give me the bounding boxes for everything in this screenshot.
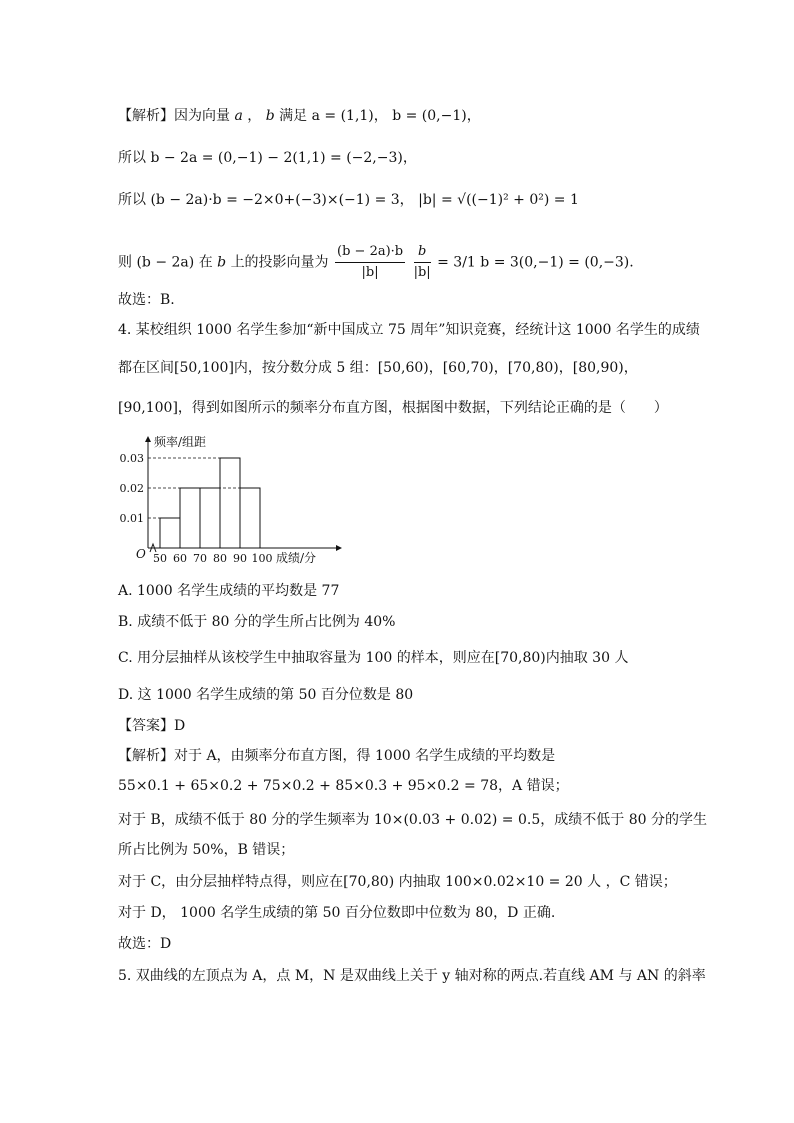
option-b: B. 成绩不低于 80 分的学生所占比例为 40% [118, 614, 396, 630]
histogram-bar [220, 458, 240, 548]
histogram-bar [160, 518, 180, 548]
analysis-line-2 [118, 148, 417, 168]
equation: (b − 2a)·b = −2×0+(−3)×(−1) = 3， [150, 192, 414, 208]
xtick-label: 50 [153, 552, 167, 565]
question-4-line-2: 都在区间[50,100]内，按分数分成 5 组：[50,60)，[60,70)，[70,80)，[80,90)， [118, 360, 638, 376]
text-segment: 所以 [118, 150, 146, 166]
frequency-histogram [118, 432, 348, 572]
option-c: C. 用分层抽样从该校学生中抽取容量为 100 的样本，则应在[70,80)内抽取 30 人 [118, 650, 629, 666]
histogram-bar [240, 488, 260, 548]
option-a: A. 1000 名学生成绩的平均数是 77 [118, 583, 340, 599]
vector-b: b [217, 254, 227, 271]
option-d: D. 这 1000 名学生成绩的第 50 百分位数是 80 [118, 687, 414, 703]
question-5-line-1: 5. 双曲线的左顶点为 A，点 M，N 是双曲线上关于 y 轴对称的两点.若直线 AM 与 AN 的斜率 [118, 968, 706, 984]
vector-a: a [234, 108, 243, 124]
histogram-bar [200, 488, 220, 548]
analysis-4-line-4: 所占比例为 50%，B 错误； [118, 842, 295, 858]
y-axis-label: 频率/组距 [154, 435, 207, 449]
vector-b: b [265, 108, 275, 124]
histogram-bar [180, 488, 200, 548]
equation: b − 2a = (0,−1) − 2(1,1) = (−2,−3)， [150, 150, 417, 166]
equation: (b − 2a) [136, 254, 195, 271]
text-segment: 满足 [279, 108, 308, 124]
x-axis-arrow [336, 545, 342, 551]
ytick-label: 0.02 [119, 482, 144, 495]
x-axis-label: 成绩/分 [276, 551, 317, 565]
ytick-label: 0.01 [119, 512, 144, 525]
text-segment: 上的投影向量为 [230, 254, 329, 271]
fraction-denominator: |b| [361, 265, 379, 280]
xtick-label: 60 [173, 552, 187, 565]
analysis-label: 【解析】因为向量 [118, 108, 230, 124]
choice-line: 故选：B. [118, 292, 175, 308]
fraction-numerator: (b − 2a)·b [335, 242, 405, 263]
text-segment: 在 [198, 254, 213, 271]
fraction-1 [335, 242, 405, 283]
text-segment: 所以 [118, 192, 146, 208]
analysis-4-line-3: 对于 B，成绩不低于 80 分的学生频率为 10×(0.03 + 0.02) = 0.5，成绩不低于 80 分的学生 [118, 812, 707, 828]
fraction-numerator: b [414, 242, 431, 263]
analysis-line-3 [118, 190, 579, 210]
analysis-4-line-5: 对于 C，由分层抽样特点得，则应在[70,80) 内抽取 100×0.02×10 = 20 人 ，C 错误； [118, 874, 677, 890]
fraction-2 [414, 242, 431, 283]
choice-line-4: 故选：D [118, 936, 172, 952]
analysis-4-line-6: 对于 D， 1000 名学生成绩的第 50 百分位数即中位数为 80，D 正确. [118, 905, 556, 921]
analysis-4-line-1: 【解析】对于 A，由频率分布直方图，得 1000 名学生成绩的平均数是 [118, 748, 556, 764]
question-4-line-3: [90,100]，得到如图所示的频率分布直方图，根据图中数据，下列结论正确的是（ ） [118, 400, 668, 416]
norm-equation: |b| = √((−1)² + 0²) = 1 [418, 192, 579, 208]
separator: ， [247, 108, 262, 124]
text-segment: 则 [118, 254, 132, 271]
equation-a: a = (1,1)， [311, 108, 388, 124]
equation-b: b = (0,−1)， [392, 108, 481, 124]
answer: 【答案】D [118, 718, 186, 734]
ytick-label: 0.03 [119, 452, 144, 465]
equation-result: = 3/1 b = 3(0,−1) = (0,−3). [437, 254, 634, 271]
xtick-label: 100 [251, 552, 273, 565]
analysis-4-line-2: 55×0.1 + 65×0.2 + 75×0.2 + 85×0.3 + 95×0.2 = 78，A 错误； [118, 778, 569, 794]
analysis-line-1 [118, 106, 481, 126]
xtick-label: 70 [193, 552, 207, 565]
analysis-line-4 [118, 242, 634, 283]
y-axis-arrow [145, 436, 151, 442]
xtick-label: 80 [213, 552, 227, 565]
origin-label: O [136, 547, 146, 561]
xtick-label: 90 [233, 552, 247, 565]
question-4-line-1: 4. 某校组织 1000 名学生参加“新中国成立 75 周年”知识竞赛，经统计这 1000 名学生的成绩 [118, 322, 700, 338]
fraction-denominator: |b| [413, 265, 431, 280]
